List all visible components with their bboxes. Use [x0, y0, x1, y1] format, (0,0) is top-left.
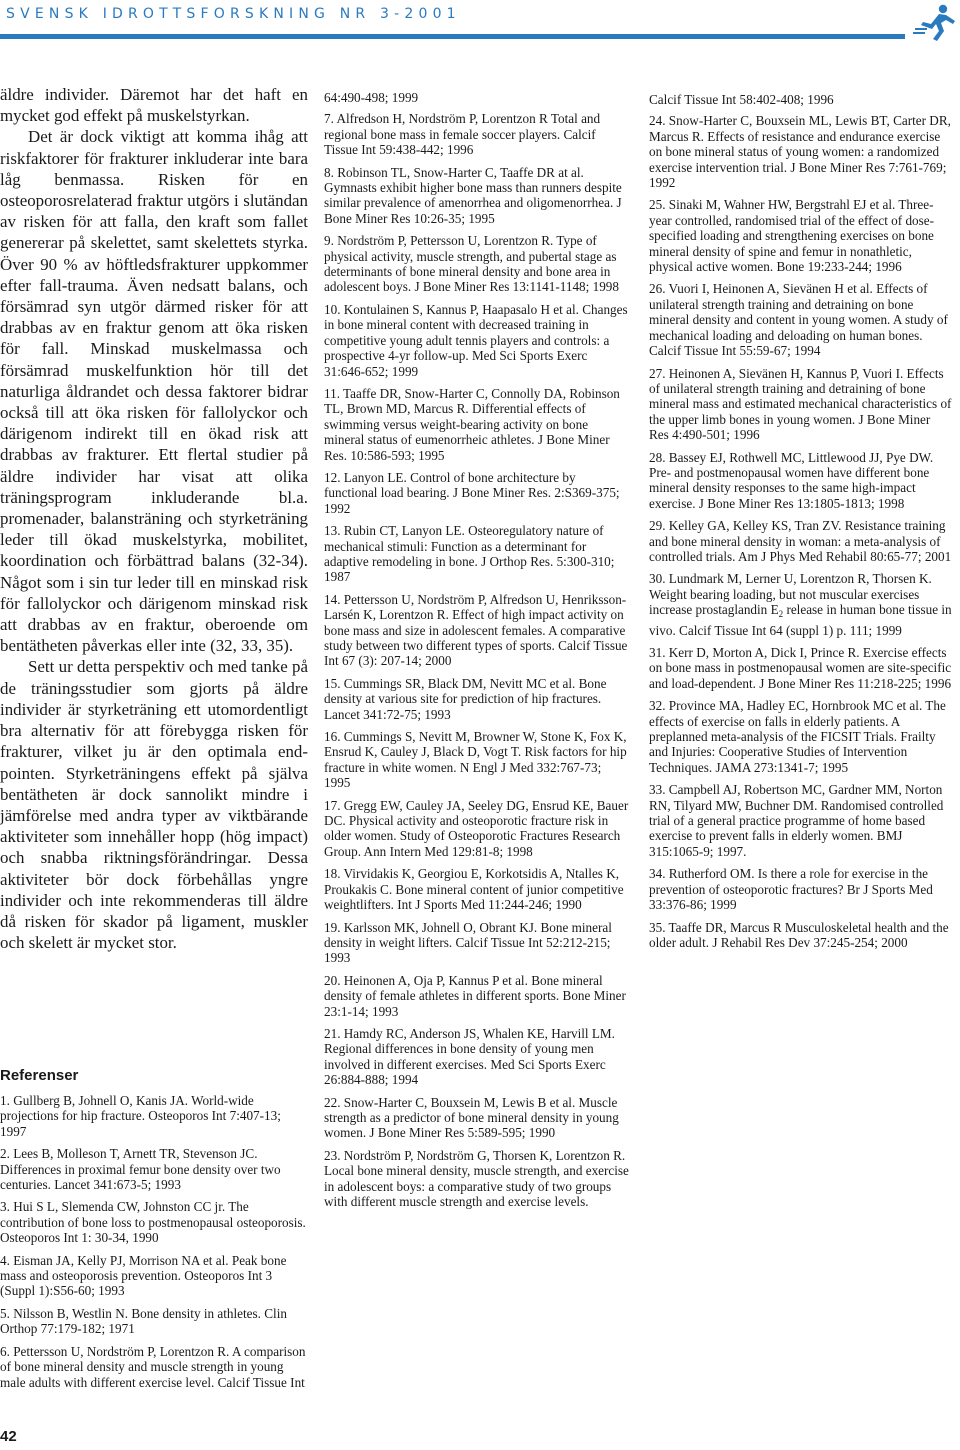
reference-item: 35. Taaffe DR, Marcus R Musculoskeletal health and the older adult. J Rehabil Res Dev 37:245-254; 2000 — [649, 919, 949, 950]
header-rule — [0, 34, 905, 39]
reference-item: 4. Eisman JA, Kelly PJ, Morrison NA et al. Peak bone mass and osteoporosis prevention. Osteoporos Int 3 (Suppl 1):S56-60; 1993 — [0, 1252, 287, 1299]
reference-item: 3. Hui S L, Slemenda CW, Johnston CC jr. The contribution of bone loss to postmenopausal osteoporosis. Osteoporos Int 1: 30-34, 1990 — [0, 1199, 306, 1246]
reference-item: 14. Pettersson U, Nordström P, Alfredson U, Henriksson-Larsén K, Lorentzon R. Effect of high impact activity on bone mass and size in adolescent females. A comparative study between two different types of sports. Calcif Tissue Int 67 (3): 207-14; 2000 — [324, 591, 628, 669]
reference-item: 32. Province MA, Hadley EC, Hornbrook MC et al. The effects of exercise on falls in elderly patients. A preplanned meta-analysis of the FICSIT Trials. Frailty and Injuries: Cooperative Studies of Intervention Techniques. JAMA 273:1341-7; 1995 — [649, 698, 946, 775]
body-paragraph: Det är dock viktigt att komma ihåg att riskfaktorer för frakturer inkluderar inte bara låg benmassa. Risken för en osteoporosrelaterad fraktur utgörs i slutändan av risken för att falla, den kraft som fallet genererar på skelettet, samt skelettets styrka. Över 90 % av höftledsfrakturer uppkommer efter fall-trauma. Även nedsatt balans, och försämrad syn utgör därmed risker för att drabbas av en fraktur genom att öka risken för fall. Minskad muskelmassa och försämrad muskelfunktion hör till det naturliga åldrandet och dessa faktorer bidrar också till att öka risken för fallolyckor och därigenom indirekt till en ökad risk att drabbas av frakturer. Ett flertal studier på äldre individer har visat att olika träningsprogram inkluderande bl.a. promenader, balansträning och styrketräning leder till ökad muskelstyrka, mobilitet, koordination och förbättrad balans (32-34). Något som i sin tur leder till en minskad risk för fallolyckor och därigenom minskad risk att drabbas av en fraktur, oberoende om bentätheten påverkas eller inte (32, 33, 35). — [0, 127, 308, 656]
page-header — [0, 0, 960, 34]
reference-item: 13. Rubin CT, Lanyon LE. Osteoregulatory nature of mechanical stimuli: Function as a determinant for adaptive remodeling in bone. J Orthop Res. 5:300-310; 1987 — [324, 523, 615, 585]
reference-item: 28. Bassey EJ, Rothwell MC, Littlewood JJ, Pye DW. Pre- and postmenopausal women have different bone mineral density responses to the same high-impact exercise. J Bone Miner Res 13:1805-1813; 1998 — [649, 449, 934, 511]
article-body — [0, 84, 308, 953]
reference-item: 29. Kelley GA, Kelley KS, Tran ZV. Resistance training and bone mineral density in woman: a meta-analysis of controlled trials. Am J Phys Med Rehabil 80:65-77; 2001 — [649, 518, 952, 564]
reference-item: 22. Snow-Harter C, Bouxsein M, Lewis B et al. Muscle strength as a predictor of bone mineral density in young women. J Bone Miner Res 5:589-595; 1990 — [324, 1094, 619, 1141]
reference-item: 7. Alfredson H, Nordström P, Lorentzon R Total and regional bone mass in female soccer players. Calcif Tissue Int 59:438-442; 1996 — [324, 111, 601, 158]
reference-item: 20. Heinonen A, Oja P, Kannus P et al. Bone mineral density of female athletes in different sports. Bone Miner 23:1-14; 1993 — [324, 972, 626, 1019]
reference-item: 6. Pettersson U, Nordström P, Lorentzon R. A comparison of bone mineral density and muscle strength in young male adults with different exercise level. Calcif Tissue Int — [0, 1343, 306, 1390]
subscript: 2 — [778, 609, 784, 620]
runner-icon — [912, 2, 958, 42]
reference-item: 16. Cummings S, Nevitt M, Browner W, Stone K, Fox K, Ensrud K, Cauley J, Black D, Vogt T. Risk factors for hip fracture in white women. N Engl J Med 332:767-73; 1995 — [324, 729, 627, 791]
reference-list — [324, 90, 630, 1216]
reference-item — [649, 571, 953, 638]
reference-item: 10. Kontulainen S, Kannus P, Haapasalo H et al. Changes in bone mineral content with decreased training in competitive young adult tennis players and controls: a prospective 4-yr follow-up. Med Sci Sports Exerc 31:646-652; 1999 — [324, 301, 628, 379]
reference-item: 25. Sinaki M, Wahner HW, Bergstrahl EJ et al. Three-year controlled, randomised trial of the effect of dose-specified loading and strengthening exercises on bone mineral density of spine and femur in nonathletic, physical active women. Bone 19:233-244; 1996 — [649, 197, 935, 275]
reference-item: 34. Rutherford OM. Is there a role for exercise in the prevention of osteoporotic fractures? Br J Sports Med 33:376-86; 1999 — [649, 866, 933, 913]
page-number: 42 — [0, 1428, 17, 1445]
reference-item: 23. Nordström P, Nordström G, Thorsen K, Lorentzon R. Local bone mineral density, muscle strength, and exercise in adolescent boys: a comparative study of two groups with different muscle strength and exercise levels. — [324, 1147, 629, 1209]
body-paragraph: äldre individer. Däremot har det haft en mycket god effekt på muskelstyrkan. — [0, 85, 308, 126]
reference-item: 31. Kerr D, Morton A, Dick I, Prince R. Exercise effects on bone mass in postmenopausal women are site-specific and load-dependent. J Bone Miner Res 11:218-225; 1996 — [649, 645, 952, 691]
reference-continuation: Calcif Tissue Int 58:402-408; 1996 — [649, 92, 834, 107]
reference-item: 1. Gullberg B, Johnell O, Kanis JA. World-wide projections for hip fracture. Osteoporos Int 7:407-13; 1997 — [0, 1093, 281, 1139]
reference-item: 5. Nilsson B, Westlin N. Bone density in athletes. Clin Orthop 77:179-182; 1971 — [0, 1305, 287, 1337]
reference-text: release in human bone tissue in vivo. Calcif Tissue Int 64 (suppl 1) p. 111; 1999 — [649, 602, 952, 638]
reference-item: 12. Lanyon LE. Control of bone architecture by functional load bearing. J Bone Miner Res. 2:S369-375; 1992 — [324, 469, 620, 516]
reference-item: 8. Robinson TL, Snow-Harter C, Taaffe DR at al. Gymnasts exhibit higher bone mass than runners despite similar prevalence of amenorrhea and oligomenorrhea. J Bone Miner Res 10:26-35; 1995 — [324, 164, 622, 226]
reference-list — [649, 92, 953, 957]
reference-item: 11. Taaffe DR, Snow-Harter C, Connolly DA, Robinson TL, Brown MD, Marcus R. Differential effects of swimming versus weight-bearing activity on bone mineral status of eumenorrheic athletes. J Bone Miner Res. 10:586-593; 1995 — [324, 385, 620, 463]
reference-continuation: 64:490-498; 1999 — [324, 90, 419, 105]
reference-item: 18. Virvidakis K, Georgiou E, Korkotsidis A, Ntalles K, Proukakis C. Bone mineral content of junior competitive weightlifters. Int J Sports Med 11:244-246; 1990 — [324, 866, 624, 913]
reference-item: 21. Hamdy RC, Anderson JS, Whalen KE, Harvill LM. Regional differences in bone density of young men involved in different exercises. Med Sci Sports Exerc 26:884-888; 1994 — [324, 1025, 615, 1088]
references-heading: Referenser — [0, 1067, 79, 1084]
reference-item: 33. Campbell AJ, Robertson MC, Gardner MM, Norton RN, Tilyard MW, Buchner DM. Randomised controlled trial of a general practice programme of home based exercise to prevent falls in elderly women. BMJ 315:1065-9; 1997. — [649, 782, 944, 859]
reference-item: 15. Cummings SR, Black DM, Nevitt MC et al. Bone density at various site for prediction of hip fractures. Lancet 341:72-75; 1993 — [324, 675, 607, 722]
reference-item: 26. Vuori I, Heinonen A, Sievänen H et al. Effects of unilateral strength training and detraining on bone mineral density and content in young women. A study of mechanical loading and deloading on human bones. Calcif Tissue Int 55:59-67; 1994 — [649, 281, 948, 359]
reference-item: 27. Heinonen A, Sievänen H, Kannus P, Vuori I. Effects of unilateral strength training and detraining of bone mineral mass and estimated mechanical characteristics of the upper limb bones in young women. J Bone Miner Res 4:490-501; 1996 — [649, 365, 952, 443]
body-paragraph: Sett ur detta perspektiv och med tanke på de träningsstudier som gjorts på äldre individer är styrketräning ett utomordentligt bra alternativ för att förebygga risken för frakturer, vilket ju är den optimala end-pointen. Styrketräningens effekt på själva bentätheten är dock sannolikt mindre i jämförelse med andra typer av viktbärande aktiviteter som innehåller hopp (hög impact) och snabba riktningsförändringar. Dessa aktiviteter bör dock förbehållas yngre individer och inte rekommenderas till äldre då risken för skador på ligament, muskler och skelett är mycket stor. — [0, 657, 308, 953]
reference-item: 17. Gregg EW, Cauley JA, Seeley DG, Ensrud KE, Bauer DC. Physical activity and osteoporotic fracture risk in older women. Study of Osteoporotic Fractures Research Group. Ann Intern Med 129:81-8; 1998 — [324, 797, 629, 859]
reference-item: 9. Nordström P, Pettersson U, Lorentzon R. Type of physical activity, muscle strength, and pubertal stage as determinants of bone mineral density and bone area in adolescent boys. J Bone Miner Res 13:1141-1148; 1998 — [324, 233, 619, 295]
reference-list — [0, 1093, 306, 1397]
reference-item: 2. Lees B, Molleson T, Arnett TR, Stevenson JC. Differences in proximal femur bone density over two centuries. Lancet 341:673-5; 1993 — [0, 1146, 281, 1193]
reference-text: 30. Lundmark M, Lerner U, Lorentzon R, Thorsen K. Weight bearing loading, but not muscular exercises increase prostaglandin E — [649, 571, 932, 618]
reference-item: 24. Snow-Harter C, Bouxsein ML, Lewis BT, Carter DR, Marcus R. Effects of resistance and endurance exercise on bone mineral status of young women: a randomized exercise intervention trial. J Bone Miner Res 7:761-769; 1992 — [649, 113, 951, 191]
journal-title: SVENSK IDROTTSFORSKNING NR 3-2001 — [6, 6, 461, 22]
reference-item: 19. Karlsson MK, Johnell O, Obrant KJ. Bone mineral density in weight lifters. Calcif Tissue Int 52:212-215; 1993 — [324, 919, 612, 966]
